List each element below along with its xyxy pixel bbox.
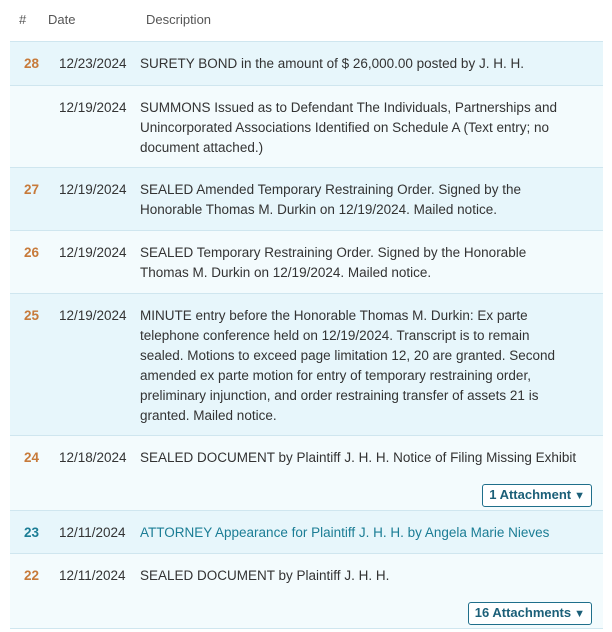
entry-date: 12/19/2024 — [59, 182, 127, 197]
entry-number: 23 — [24, 525, 40, 540]
caret-down-icon: ▼ — [574, 490, 585, 502]
table-row — [10, 42, 603, 86]
description-line: MINUTE entry before the Honorable Thomas M. Durkin: Ex parte — [140, 308, 528, 323]
docket-table — [10, 41, 603, 629]
description-line: SUMMONS Issued as to Defendant The Individuals, Partnerships and — [140, 100, 557, 115]
description-line: granted. Mailed notice. — [140, 408, 277, 423]
description-line: document attached.) — [140, 140, 264, 155]
description-line: ATTORNEY Appearance for Plaintiff J. H. H. by Angela Marie Nieves — [140, 525, 550, 540]
entry-number: 27 — [24, 182, 40, 197]
description-line: SEALED Temporary Restraining Order. Signed by the Honorable — [140, 245, 527, 260]
entry-number: 24 — [24, 450, 40, 465]
attorney-appearance-link[interactable] — [140, 523, 592, 543]
entry-date: 12/11/2024 — [59, 525, 126, 540]
description-line: preliminary injunction, and order restraining transfer of assets 21 is — [140, 388, 539, 403]
entry-description — [140, 180, 592, 220]
entry-description — [140, 54, 592, 74]
description-line: Honorable Thomas M. Durkin on 12/19/2024. Mailed notice. — [140, 202, 497, 217]
header-date: Date — [48, 12, 76, 27]
caret-down-icon: ▼ — [574, 608, 585, 620]
table-row — [10, 231, 603, 294]
table-row — [10, 294, 603, 436]
attachments-label: 16 Attachments — [474, 605, 572, 620]
description-line: SEALED DOCUMENT by Plaintiff J. H. H. — [140, 568, 390, 583]
entry-date: 12/18/2024 — [59, 450, 127, 465]
entry-description — [140, 566, 592, 586]
description-line: SURETY BOND in the amount of $ 26,000.00 posted by J. H. H. — [140, 56, 524, 71]
description-line: sealed. Motions to exceed page limitation 12, 20 are granted. Second — [140, 348, 556, 363]
description-line: SEALED DOCUMENT by Plaintiff J. H. H. Notice of Filing Missing Exhibit — [140, 450, 577, 465]
entry-date: 12/19/2024 — [59, 100, 127, 115]
entry-number: 28 — [24, 56, 40, 71]
attachments-label: 1 Attachment — [489, 487, 572, 502]
description-line: Thomas M. Durkin on 12/19/2024. Mailed notice. — [140, 265, 432, 280]
description-line: amended ex parte motion for entry of temporary restraining order, — [140, 368, 531, 383]
entry-description — [140, 306, 592, 426]
entry-description — [140, 448, 592, 468]
entry-number: 26 — [24, 245, 40, 260]
description-line: Unincorporated Associations Identified on Schedule A (Text entry; no — [140, 120, 550, 135]
entry-date: 12/19/2024 — [59, 308, 127, 323]
table-row — [10, 86, 603, 168]
attachments-toggle-button[interactable] — [468, 602, 592, 625]
entry-date: 12/11/2024 — [59, 568, 126, 583]
entry-date: 12/19/2024 — [59, 245, 127, 260]
entry-number: 22 — [24, 568, 40, 583]
attachments-toggle-button[interactable] — [482, 484, 592, 507]
header-number: # — [19, 12, 27, 27]
description-line: telephone conference held on 12/19/2024. Transcript is to remain — [140, 328, 530, 343]
table-row — [10, 511, 603, 554]
table-header — [0, 0, 612, 41]
entry-number: 25 — [24, 308, 40, 323]
entry-description — [140, 98, 592, 158]
entry-date: 12/23/2024 — [59, 56, 127, 71]
table-row — [10, 168, 603, 231]
entry-description — [140, 243, 592, 283]
description-line: SEALED Amended Temporary Restraining Order. Signed by the — [140, 182, 521, 197]
header-description: Description — [146, 12, 212, 27]
table-row — [10, 436, 603, 511]
table-row — [10, 554, 603, 629]
